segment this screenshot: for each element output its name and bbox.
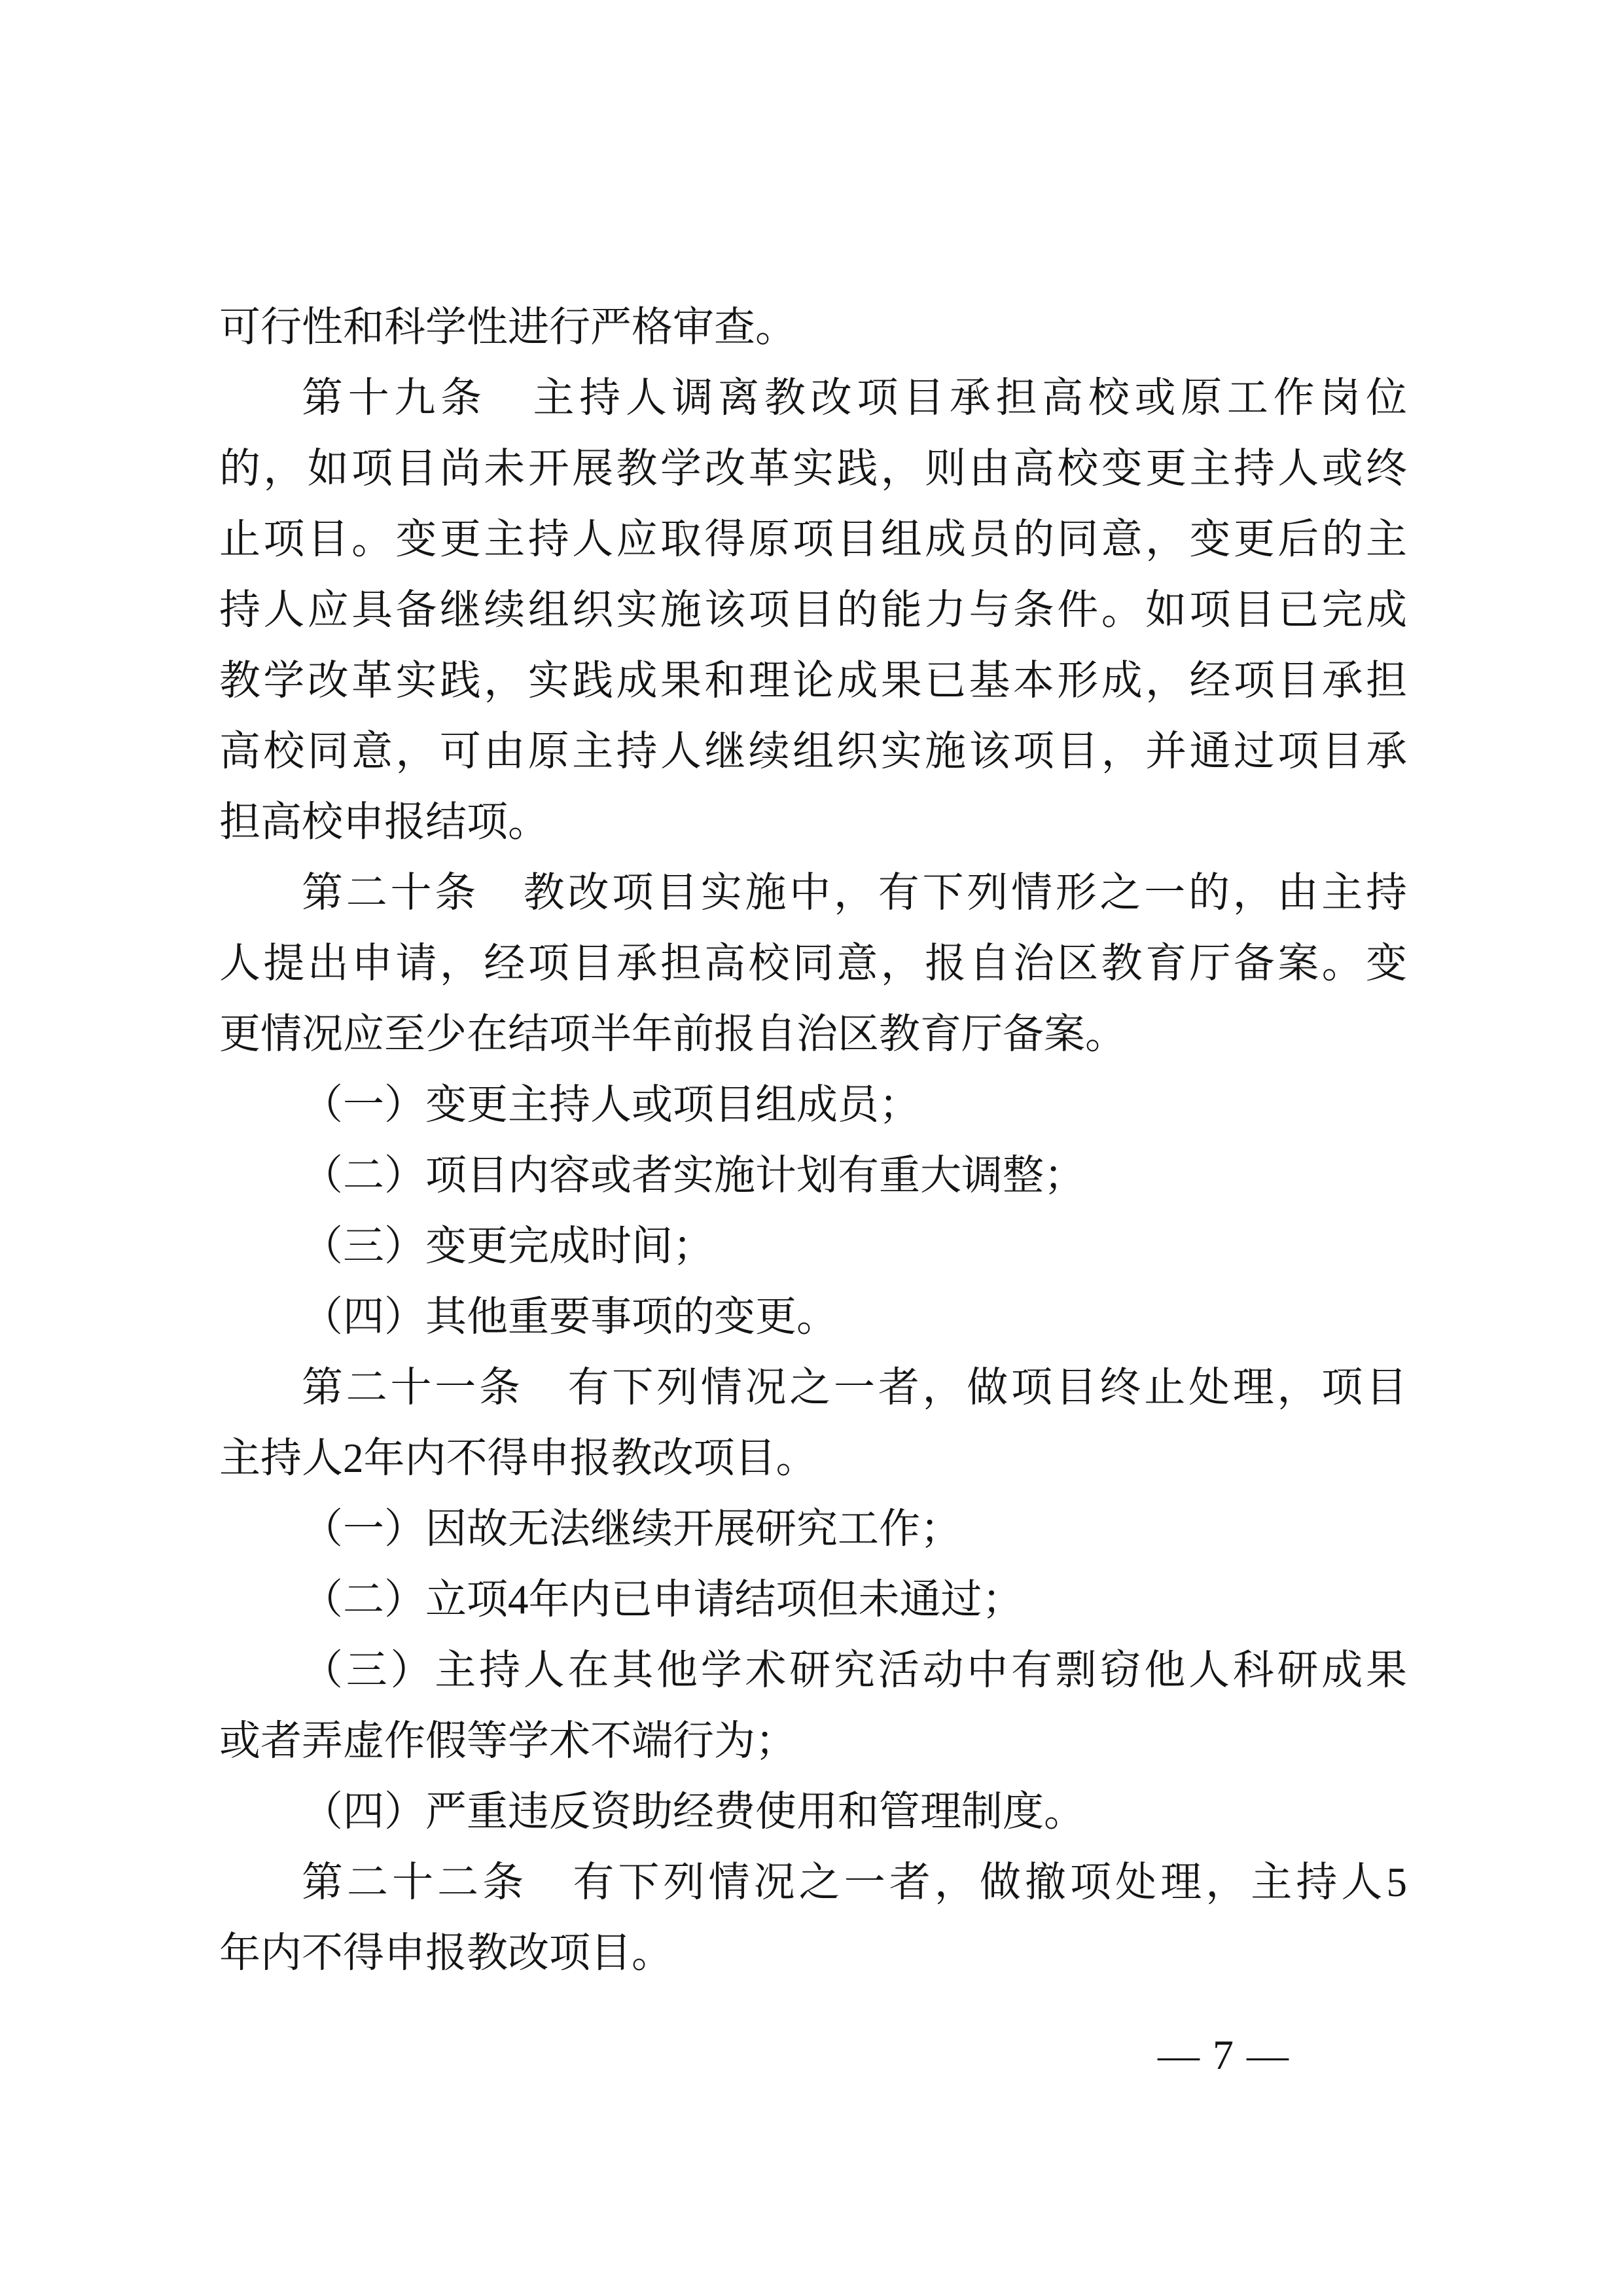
text-line: 的，如项目尚未开展教学改革实践，则由高校变更主持人或终	[219, 446, 1407, 492]
text-line-item-1: （一）因故无法继续开展研究工作；	[302, 1506, 961, 1552]
text-line-item-4: （四）严重违反资助经费使用和管理制度。	[302, 1789, 1085, 1835]
text-line-item-1: （一）变更主持人或项目组成员；	[302, 1082, 920, 1128]
text-line-article-21: 第二十一条 有下列情况之一者，做项目终止处理，项目	[302, 1365, 1407, 1410]
body-text	[219, 292, 1407, 1988]
text-line: 可行性和科学性进行严格审查。	[219, 304, 796, 350]
text-line: 担高校申报结项。	[219, 799, 549, 845]
text-line: 持人应具备继续组织实施该项目的能力与条件。如项目已完成	[219, 587, 1407, 633]
text-line: 高校同意，可由原主持人继续组织实施该项目，并通过项目承	[219, 728, 1407, 774]
page-number: — 7 —	[1158, 2032, 1290, 2078]
text-line: 主持人2年内不得申报教改项目。	[219, 1435, 817, 1481]
text-line-item-2: （二）项目内容或者实施计划有重大调整；	[302, 1153, 1085, 1198]
text-line-item-2: （二）立项4年内已申请结项但未通过；	[302, 1577, 1024, 1623]
text-line: 或者弄虚作假等学术不端行为；	[219, 1718, 796, 1764]
text-line: 教学改革实践，实践成果和理论成果已基本形成，经项目承担	[219, 658, 1407, 704]
text-line: 更情况应至少在结项半年前报自治区教育厅备案。	[219, 1011, 1126, 1057]
text-line-article-19: 第十九条 主持人调离教改项目承担高校或原工作岗位	[302, 375, 1407, 421]
text-line: 止项目。变更主持人应取得原项目组成员的同意，变更后的主	[219, 516, 1407, 562]
text-line-item-3: （三）变更完成时间；	[302, 1223, 714, 1269]
text-line: 年内不得申报教改项目。	[219, 1930, 673, 1976]
text-line-item-4: （四）其他重要事项的变更。	[302, 1294, 838, 1340]
text-line-item-3: （三）主持人在其他学术研究活动中有剽窃他人科研成果	[302, 1647, 1407, 1693]
text-line: 人提出申请，经项目承担高校同意，报自治区教育厅备案。变	[219, 941, 1407, 986]
text-line-article-22: 第二十二条 有下列情况之一者，做撤项处理，主持人5	[302, 1859, 1407, 1905]
text-line-article-20: 第二十条 教改项目实施中，有下列情形之一的，由主持	[302, 870, 1407, 916]
